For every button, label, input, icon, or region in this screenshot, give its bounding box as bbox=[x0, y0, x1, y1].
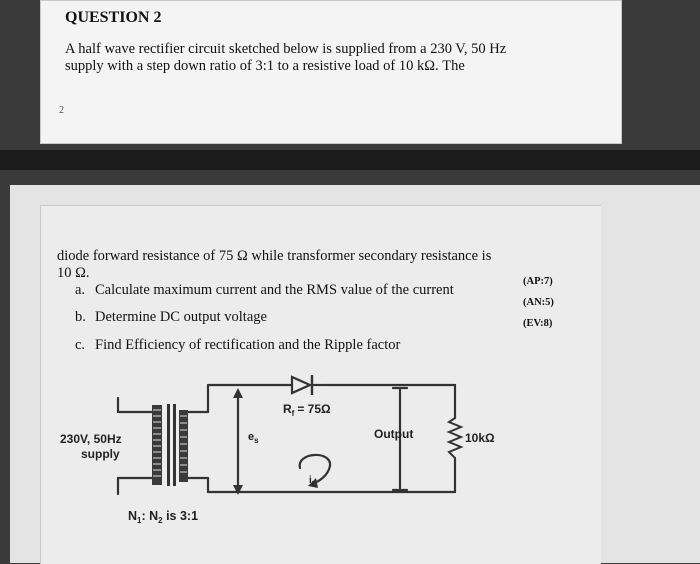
es-label-sub: s bbox=[254, 436, 259, 445]
supply-label-line2: supply bbox=[81, 447, 120, 461]
transformer-core-1 bbox=[167, 404, 170, 486]
es-label-main: e bbox=[248, 431, 255, 443]
rf-label-sub: f bbox=[291, 409, 295, 418]
ratio-end: is 3:1 bbox=[162, 509, 199, 523]
es-arrow-down bbox=[233, 485, 243, 495]
part-c-label: c. bbox=[75, 337, 86, 353]
il-label-main: i bbox=[309, 475, 312, 486]
turns-ratio-label bbox=[128, 509, 198, 525]
question-text: A half wave rectifier circuit sketched below is supplied from a 230 V, 50 Hz supply with a step down ratio of 3:1 to a resistive load of 10 kΩ. The bbox=[65, 41, 507, 74]
part-a-label: a. bbox=[75, 282, 86, 298]
part-a-text: Calculate maximum current and the RMS value of the current bbox=[95, 282, 454, 298]
il-label-sub: L bbox=[311, 481, 317, 488]
part-c-text: Find Efficiency of rectification and the Ripple factor bbox=[95, 337, 401, 353]
ratio-mid: : N bbox=[141, 509, 159, 523]
tag-an: (AN:5) bbox=[523, 297, 554, 308]
load-resistor bbox=[449, 418, 461, 458]
rf-label-value: = 75Ω bbox=[297, 402, 331, 416]
ratio-sub1: 1 bbox=[137, 516, 142, 525]
secondary-winding bbox=[179, 410, 188, 482]
rf-label-main: R bbox=[283, 402, 292, 416]
tag-ev: (EV:8) bbox=[523, 318, 553, 329]
part-b-label: b. bbox=[75, 309, 86, 325]
question-title: QUESTION 2 bbox=[65, 9, 162, 26]
output-label: Output bbox=[374, 427, 414, 441]
ratio-n1: N bbox=[128, 509, 138, 523]
es-label bbox=[248, 431, 259, 445]
continuation-line-1: diode forward resistance of 75 Ω while transformer secondary resistance is bbox=[57, 248, 492, 264]
load-label: 10kΩ bbox=[465, 431, 495, 445]
transformer-core-2 bbox=[173, 404, 176, 486]
tag-ap: (AP:7) bbox=[523, 276, 553, 287]
continuation-line-2: 10 Ω. bbox=[57, 265, 90, 281]
rf-label bbox=[283, 402, 331, 418]
ratio-sub2: 2 bbox=[158, 516, 163, 525]
primary-winding bbox=[152, 405, 162, 485]
part-b-text: Determine DC output voltage bbox=[95, 309, 267, 325]
page-number: 2 bbox=[59, 105, 64, 116]
diode-symbol bbox=[292, 377, 310, 393]
supply-label-line1: 230V, 50Hz bbox=[60, 432, 122, 446]
es-arrow-up bbox=[233, 388, 243, 398]
